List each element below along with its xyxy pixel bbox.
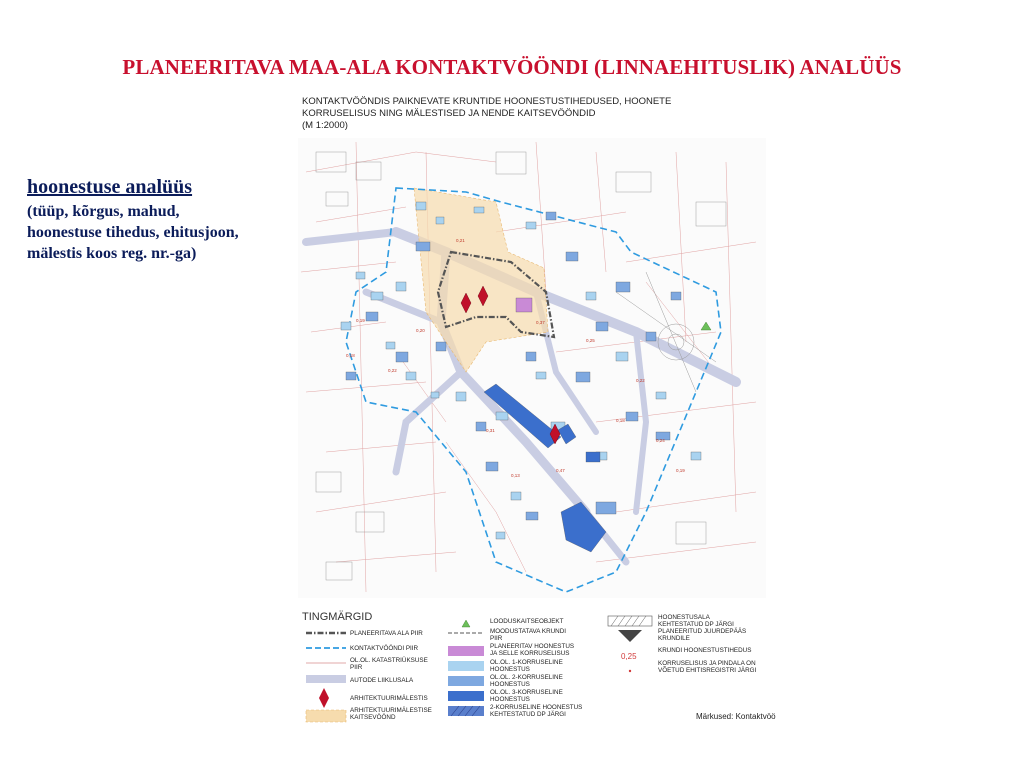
- legend-label: PIIR: [490, 635, 503, 642]
- legend-label: OL.OL. 2-KORRUSELINE: [490, 674, 563, 681]
- side-description: [27, 176, 297, 264]
- legend-label: HOONESTUS: [490, 666, 530, 673]
- legend-label: JA SELLE KORRUSELISUS: [490, 650, 570, 657]
- legend-label: KEHTESTATUD DP JÄRGI: [490, 711, 566, 718]
- legend-label: KAITSEVÖÖND: [350, 714, 396, 721]
- map-drawing: [296, 92, 776, 742]
- legend-label: OL.OL. 1-KORRUSELINE: [490, 659, 563, 666]
- legend-label: PLANEERITAVA ALA PIIR: [350, 630, 423, 637]
- analysis-map: [296, 92, 776, 742]
- svg-text:0,22: 0,22: [388, 368, 397, 373]
- svg-text:0,13: 0,13: [511, 473, 520, 478]
- legend-label: PLANEERITUD JUURDEPÄÄS: [658, 628, 747, 635]
- side-body: (tüüp, kõrgus, mahud, hoonestuse tihedus, ehitusjoon, mälestis koos reg. nr.-ga): [27, 203, 239, 262]
- slide-title: PLANEERITAVA MAA-ALA KONTAKTVÖÖNDI (LINNAEHITUSLIK) ANALÜÜS: [122, 55, 902, 79]
- legend-label: KONTAKTVÖÖNDI PIIR: [350, 645, 419, 652]
- svg-text:0,24: 0,24: [656, 438, 665, 443]
- legend-label: HOONESTUS: [490, 696, 530, 703]
- legend-label: PIIR: [350, 664, 363, 671]
- svg-text:0,25: 0,25: [586, 338, 595, 343]
- svg-text:0,31: 0,31: [486, 428, 495, 433]
- svg-text:0,18: 0,18: [616, 418, 625, 423]
- svg-text:0,19: 0,19: [356, 318, 365, 323]
- map-base: [298, 138, 766, 598]
- svg-text:0,47: 0,47: [556, 468, 565, 473]
- legend-label: HOONESTUS: [490, 681, 530, 688]
- legend-label: LOODUSKAITSEOBJEKT: [490, 618, 564, 625]
- legend: [298, 600, 776, 742]
- map-header-line1: KONTAKTVÖÖNDIS PAIKNEVATE KRUNTIDE HOONESTUSTIHEDUSED, HOONETE: [302, 96, 672, 107]
- legend-label: ARHITEKTUURIMÄLESTIS: [350, 695, 428, 702]
- legend-label: KEHTESTATUD DP JÄRGI: [658, 621, 734, 628]
- legend-label: KRUNDI HOONESTUSTIHEDUS: [658, 647, 752, 654]
- map-header-line2: KORRUSELISUS NING MÄLESTISED JA NENDE KAITSEVÖÖNDID: [302, 108, 596, 119]
- svg-text:0,20: 0,20: [416, 328, 425, 333]
- svg-text:0,37: 0,37: [536, 320, 545, 325]
- legend-title: TINGMÄRGID: [302, 611, 373, 623]
- legend-label: PLANEERITAV HOONESTUS: [490, 643, 575, 650]
- map-footer-note: Märkused: Kontaktvöö: [696, 712, 776, 721]
- map-header-line3: (M 1:2000): [302, 120, 348, 131]
- legend-label: ARHITEKTUURIMÄLESTISE: [350, 707, 432, 714]
- legend-label: MOODUSTATAVA KRUNDI: [490, 628, 567, 635]
- legend-label: OL.OL. 3-KORRUSELINE: [490, 689, 563, 696]
- svg-text:0,18: 0,18: [346, 353, 355, 358]
- legend-label: AUTODE LIIKLUSALA: [350, 677, 414, 684]
- side-heading: hoonestuse analüüs: [27, 176, 193, 198]
- svg-text:0,22: 0,22: [636, 378, 645, 383]
- legend-label: VÕETUD EHITISREGISTRI JÄRGI: [658, 667, 757, 674]
- legend-density-sample: 0,25: [621, 652, 637, 661]
- legend-label: 2-KORRUSELINE HOONESTUS: [490, 704, 583, 711]
- svg-text:0,19: 0,19: [676, 468, 685, 473]
- legend-label: KORRUSELISUS JA PINDALA ON: [658, 660, 756, 667]
- legend-label: HOONESTUSALA: [658, 614, 710, 621]
- svg-text:0,21: 0,21: [456, 238, 465, 243]
- legend-label: KRUNDILE: [658, 635, 690, 642]
- legend-label: OL.OL. KATASTRIÜKSUSE: [350, 657, 428, 664]
